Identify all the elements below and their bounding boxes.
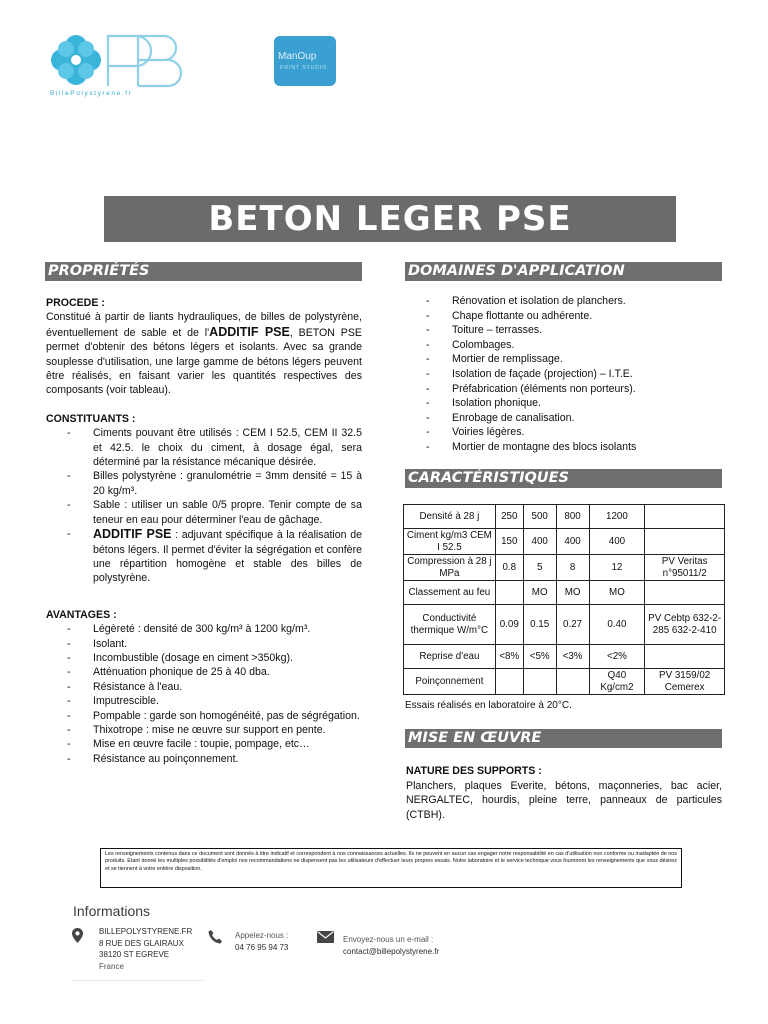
table-cell: <3% bbox=[556, 645, 589, 669]
list-item: - Isolation phonique. bbox=[452, 396, 722, 411]
table-cell bbox=[556, 669, 589, 695]
caracteristiques-table bbox=[403, 504, 725, 695]
list-item: - Pompable : garde son homogénéité, pas de ségrégation. bbox=[93, 709, 362, 723]
phone-number[interactable]: 04 76 95 94 73 bbox=[235, 942, 289, 952]
table-cell: 400 bbox=[589, 529, 645, 555]
list-item: - Atténuation phonique de 25 à 40 dba. bbox=[93, 665, 362, 679]
list-item: - Résistance à l'eau. bbox=[93, 680, 362, 694]
table-cell: <8% bbox=[495, 645, 523, 669]
table-cell bbox=[523, 669, 556, 695]
list-item: - Ciments pouvant être utilisés : CEM I 52.5, CEM II 32.5 et 42.5. le choix du ciment, à dosage égal, sera déterminé par la résistance mécanique désirée. bbox=[93, 426, 362, 469]
list-item: - Isolation de façade (projection) – I.T.E. bbox=[452, 367, 722, 382]
table-row-label: Conductivité thermique W/m°C bbox=[404, 605, 496, 645]
table-cell: 800 bbox=[556, 505, 589, 529]
table-cell bbox=[495, 669, 523, 695]
table-row-label: Poinçonnement bbox=[404, 669, 496, 695]
procede-text-a: Constitué à partir de liants hydrauliques, de billes de polystyrène, éventuellement de sable et de l' bbox=[46, 311, 362, 339]
partner-logo-sub: PRINT STUDIO bbox=[280, 65, 328, 71]
list-item: - Rénovation et isolation de planchers. bbox=[452, 294, 722, 309]
list-item: - Mortier de montagne des blocs isolants bbox=[452, 440, 722, 455]
supports-heading: NATURE DES SUPPORTS : bbox=[406, 765, 542, 777]
table-cell: PV Veritas n°95011/2 bbox=[645, 555, 725, 581]
table-cell: PV Cebtp 632-2-285 632-2-410 bbox=[645, 605, 725, 645]
email-label: Envoyez-nous un e-mail : bbox=[343, 935, 434, 944]
billepolystyrene-logo bbox=[46, 32, 196, 104]
supports-text: Planchers, plaques Everite, bétons, maçonneries, bac acier, NERGALTEC, hourdis, pleine terre, panneaux de particules (CTBH). bbox=[406, 779, 722, 821]
table-cell: 150 bbox=[495, 529, 523, 555]
constituants-list bbox=[46, 426, 362, 585]
table-cell bbox=[495, 581, 523, 605]
table-row bbox=[404, 555, 725, 581]
section-header-mise-en-oeuvre: MISE EN ŒUVRE bbox=[405, 729, 722, 748]
logo-tagline: BillePolystyrene.fr bbox=[50, 90, 133, 97]
avantages-list bbox=[46, 622, 362, 766]
section-header-caracteristiques: CARACTÉRISTIQUES bbox=[405, 469, 722, 488]
table-cell: 500 bbox=[523, 505, 556, 529]
proprietes-content bbox=[46, 296, 362, 766]
footer-address-line: BILLEPOLYSTYRENE.FR bbox=[99, 927, 193, 936]
list-item: - Chape flottante ou adhérente. bbox=[452, 309, 722, 324]
avantages-heading: AVANTAGES : bbox=[46, 608, 117, 621]
table-cell: 0.27 bbox=[556, 605, 589, 645]
procede-additif: ADDITIF PSE bbox=[209, 324, 290, 339]
footer-address-line: 38120 ST EGREVE bbox=[99, 950, 170, 960]
list-item: - Incombustible (dosage en ciment >350kg). bbox=[93, 651, 362, 665]
table-cell: 400 bbox=[523, 529, 556, 555]
table-row-label: Classement au feu bbox=[404, 581, 496, 605]
table-cell: 250 bbox=[495, 505, 523, 529]
list-item: - Billes polystyrène : granulométrie = 3mm densité = 15 à 20 kg/m³. bbox=[93, 469, 362, 498]
table-cell: MO bbox=[556, 581, 589, 605]
additif-label: ADDITIF PSE bbox=[93, 527, 172, 542]
footer-address bbox=[99, 926, 209, 972]
list-item: - Thixotrope : mise ne œuvre sur support en pente. bbox=[93, 723, 362, 737]
section-header-proprietes: PROPRIÉTÉS bbox=[45, 262, 362, 281]
location-pin-icon bbox=[72, 928, 83, 943]
footer-divider bbox=[73, 980, 203, 981]
flower-pb-logo-icon bbox=[46, 32, 196, 90]
table-cell: PV 3159/02 Cemerex bbox=[645, 669, 725, 695]
table-row-label: Ciment kg/m3 CEM I 52.5 bbox=[404, 529, 496, 555]
table-row bbox=[404, 505, 725, 529]
table-cell bbox=[645, 645, 725, 669]
table-cell: 400 bbox=[556, 529, 589, 555]
disclaimer-box: Les renseignements contenus dans ce document sont donnés à titre indicatif et correspondent à nos connaissances actuelles. Ils ne peuvent en aucun cas engager notre responsabilité en cas d'utilisation non conforme ou inadaptée de nos produits. Étant donné les multiples possibilités d'emploi nos recommandations ne dispensent pas les utilisateurs d'effectuer leurs propres essais. Notre laboratoire et le service technique vous fourniront les renseignements que vous désirez et se tiennent à votre entière disposition. bbox=[100, 848, 682, 888]
table-cell: 0.15 bbox=[523, 605, 556, 645]
email-address[interactable]: contact@billepolystyrene.fr bbox=[343, 946, 440, 956]
mail-icon bbox=[317, 931, 334, 943]
partner-logo-name: ManOup bbox=[278, 51, 317, 62]
additif-text: : adjuvant spécifique à la réalisation de bétons légers. Il permet d'éviter la ségrégation et confère une répartition homogène et stable des billes de polystyrène. bbox=[93, 529, 362, 585]
table-note: Essais réalisés en laboratoire à 20°C. bbox=[405, 700, 572, 711]
table-cell bbox=[645, 581, 725, 605]
table-row bbox=[404, 645, 725, 669]
list-item: - Résistance au poinçonnement. bbox=[93, 752, 362, 766]
list-item: - Imputrescible. bbox=[93, 694, 362, 708]
table-cell: <5% bbox=[523, 645, 556, 669]
procede-heading: PROCEDE : bbox=[46, 297, 105, 309]
footer-email bbox=[343, 934, 453, 957]
list-item: - Enrobage de canalisation. bbox=[452, 411, 722, 426]
section-header-domaines: DOMAINES D'APPLICATION bbox=[405, 262, 722, 281]
table-cell: 0.8 bbox=[495, 555, 523, 581]
footer-address-line: France bbox=[99, 961, 124, 971]
list-item: - Isolant. bbox=[93, 637, 362, 651]
table-row-label: Compression à 28 j MPa bbox=[404, 555, 496, 581]
table-cell: 1200 bbox=[589, 505, 645, 529]
list-item: - Colombages. bbox=[452, 338, 722, 353]
informations-title: Informations bbox=[73, 903, 151, 919]
table-row bbox=[404, 529, 725, 555]
footer-address-line: 8 RUE DES GLAIRAUX bbox=[99, 938, 184, 948]
phone-label: Appelez-nous : bbox=[235, 931, 289, 940]
domaines-content bbox=[406, 294, 722, 455]
table-cell: 12 bbox=[589, 555, 645, 581]
list-item: - Préfabrication (éléments non porteurs). bbox=[452, 382, 722, 397]
table-cell: MO bbox=[589, 581, 645, 605]
table-cell bbox=[645, 505, 725, 529]
list-item: - Voiries légères. bbox=[452, 425, 722, 440]
partner-logo bbox=[274, 36, 336, 86]
list-item: - Mortier de remplissage. bbox=[452, 352, 722, 367]
list-item bbox=[93, 527, 362, 586]
domaines-list bbox=[406, 294, 722, 455]
table-cell: Q40 Kg/cm2 bbox=[589, 669, 645, 695]
table-cell: 0.40 bbox=[589, 605, 645, 645]
table-row-label: Densité à 28 j bbox=[404, 505, 496, 529]
phone-icon bbox=[208, 930, 223, 944]
list-item: - Sable : utiliser un sable 0/5 propre. Tenir compte de sa teneur en eau pour déterminer l'eau de gâchage. bbox=[93, 498, 362, 527]
table-row bbox=[404, 605, 725, 645]
table-row bbox=[404, 581, 725, 605]
table-cell: MO bbox=[523, 581, 556, 605]
list-item: - Légèreté : densité de 300 kg/m³ à 1200 kg/m³. bbox=[93, 622, 362, 636]
list-item: - Mise en œuvre facile : toupie, pompage, etc… bbox=[93, 737, 362, 751]
procede-paragraph bbox=[46, 310, 362, 397]
page-title: BETON LEGER PSE bbox=[104, 196, 676, 242]
constituants-heading: CONSTITUANTS : bbox=[46, 412, 136, 425]
table-row-label: Reprise d'eau bbox=[404, 645, 496, 669]
table-row bbox=[404, 669, 725, 695]
table-cell: 5 bbox=[523, 555, 556, 581]
mise-en-oeuvre-content bbox=[406, 764, 722, 822]
procede-text-b: , BETON PSE permet d'obtenir des bétons légers et isolants. Avec sa grande souplesse d'utilisation, une large gamme de bétons légers peuvent être réalisés, en faisant varier les quantités respectives des composants (voir tableau). bbox=[46, 326, 362, 397]
list-item: - Toiture – terrasses. bbox=[452, 323, 722, 338]
table-cell: <2% bbox=[589, 645, 645, 669]
table-cell bbox=[645, 529, 725, 555]
table-cell: 0.09 bbox=[495, 605, 523, 645]
table-cell: 8 bbox=[556, 555, 589, 581]
footer-phone bbox=[235, 930, 315, 953]
